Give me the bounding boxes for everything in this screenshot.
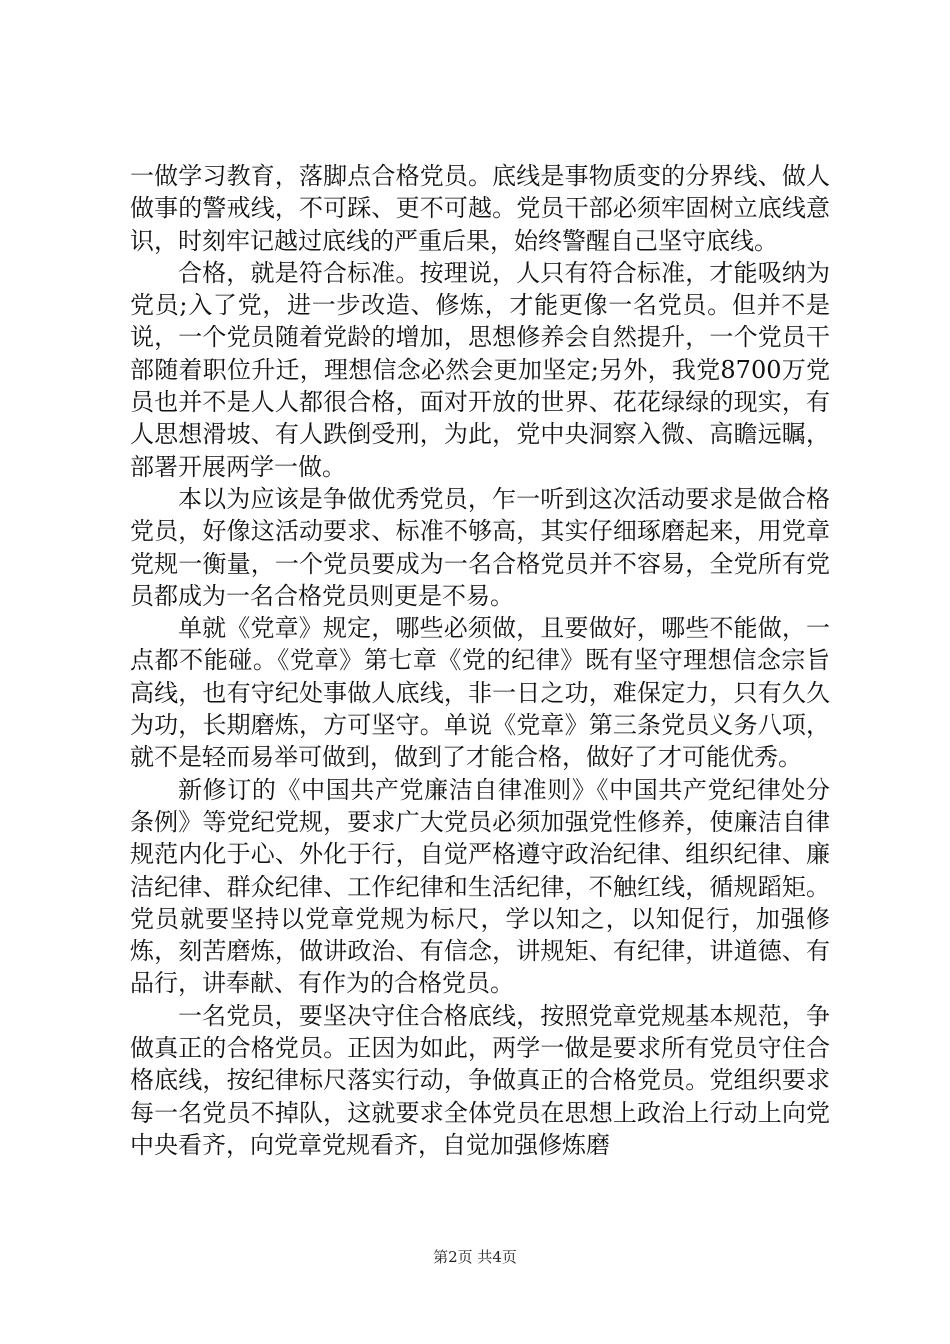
paragraph-6: 一名党员，要坚决守住合格底线，按照党章党规基本规范，争做真正的合格党员。正因为如此，两学一做是要求所有党员守住合格底线，按纪律标尺落实行动，争做真正的合格党员。党组织要求每一名党员不掉队，这就要求全体党员在思想上政治上行动上向党中央看齐，向党章党规看齐，自觉加强修炼磨 bbox=[130, 1001, 830, 1159]
paragraph-3: 本以为应该是争做优秀党员，乍一听到这次活动要求是做合格党员，好像这活动要求、标准不够高，其实仔细琢磨起来，用党章党规一衡量，一个党员要成为一名合格党员并不容易，全党所有党员都成为一名合格党员则更是不易。 bbox=[130, 484, 830, 610]
paragraph-5: 新修订的《中国共产党廉洁自律准则》《中国共产党纪律处分条例》等党纪党规，要求广大党员必须加强党性修养，使廉洁自律规范内化于心、外化于行，自觉严格遵守政治纪律、组织纪律、廉洁纪律、群众纪律、工作纪律和生活纪律，不触红线，循规蹈矩。党员就要坚持以党章党规为标尺，学以知之，以知促行，加强修炼，刻苦磨炼，做讲政治、有信念，讲规矩、有纪律，讲道德、有品行，讲奉献、有作为的合格党员。 bbox=[130, 775, 830, 998]
paragraph-4: 单就《党章》规定，哪些必须做，且要做好，哪些不能做，一点都不能碰。《党章》第七章《党的纪律》既有坚守理想信念宗旨高线，也有守纪处事做人底线，非一日之功，难保定力，只有久久为功，长期磨炼，方可坚守。单说《党章》第三条党员义务八项，就不是轻而易举可做到，做到了才能合格，做好了才可能优秀。 bbox=[130, 614, 830, 772]
page-footer bbox=[0, 1246, 950, 1267]
page-number-label: 第2页 共4页 bbox=[433, 1248, 517, 1266]
document-body bbox=[130, 160, 830, 1161]
paragraph-1: 一做学习教育，落脚点合格党员。底线是事物质变的分界线、做人做事的警戒线，不可踩、更不可越。党员干部必须牢固树立底线意识，时刻牢记越过底线的严重后果，始终警醒自己坚守底线。 bbox=[130, 162, 830, 255]
paragraph-2: 合格，就是符合标准。按理说，人只有符合标准，才能吸纳为党员;入了党，进一步改造、修炼，才能更像一名党员。但并不是说，一个党员随着党龄的增加，思想修养会自然提升，一个党员干部随着职位升迁，理想信念必然会更加坚定;另外，我党8700万党员也并不是人人都很合格，面对开放的世界、花花绿绿的现实，有人思想滑坡、有人跌倒受刑，为此，党中央洞察入微、高瞻远瞩，部署开展两学一做。 bbox=[130, 258, 830, 481]
